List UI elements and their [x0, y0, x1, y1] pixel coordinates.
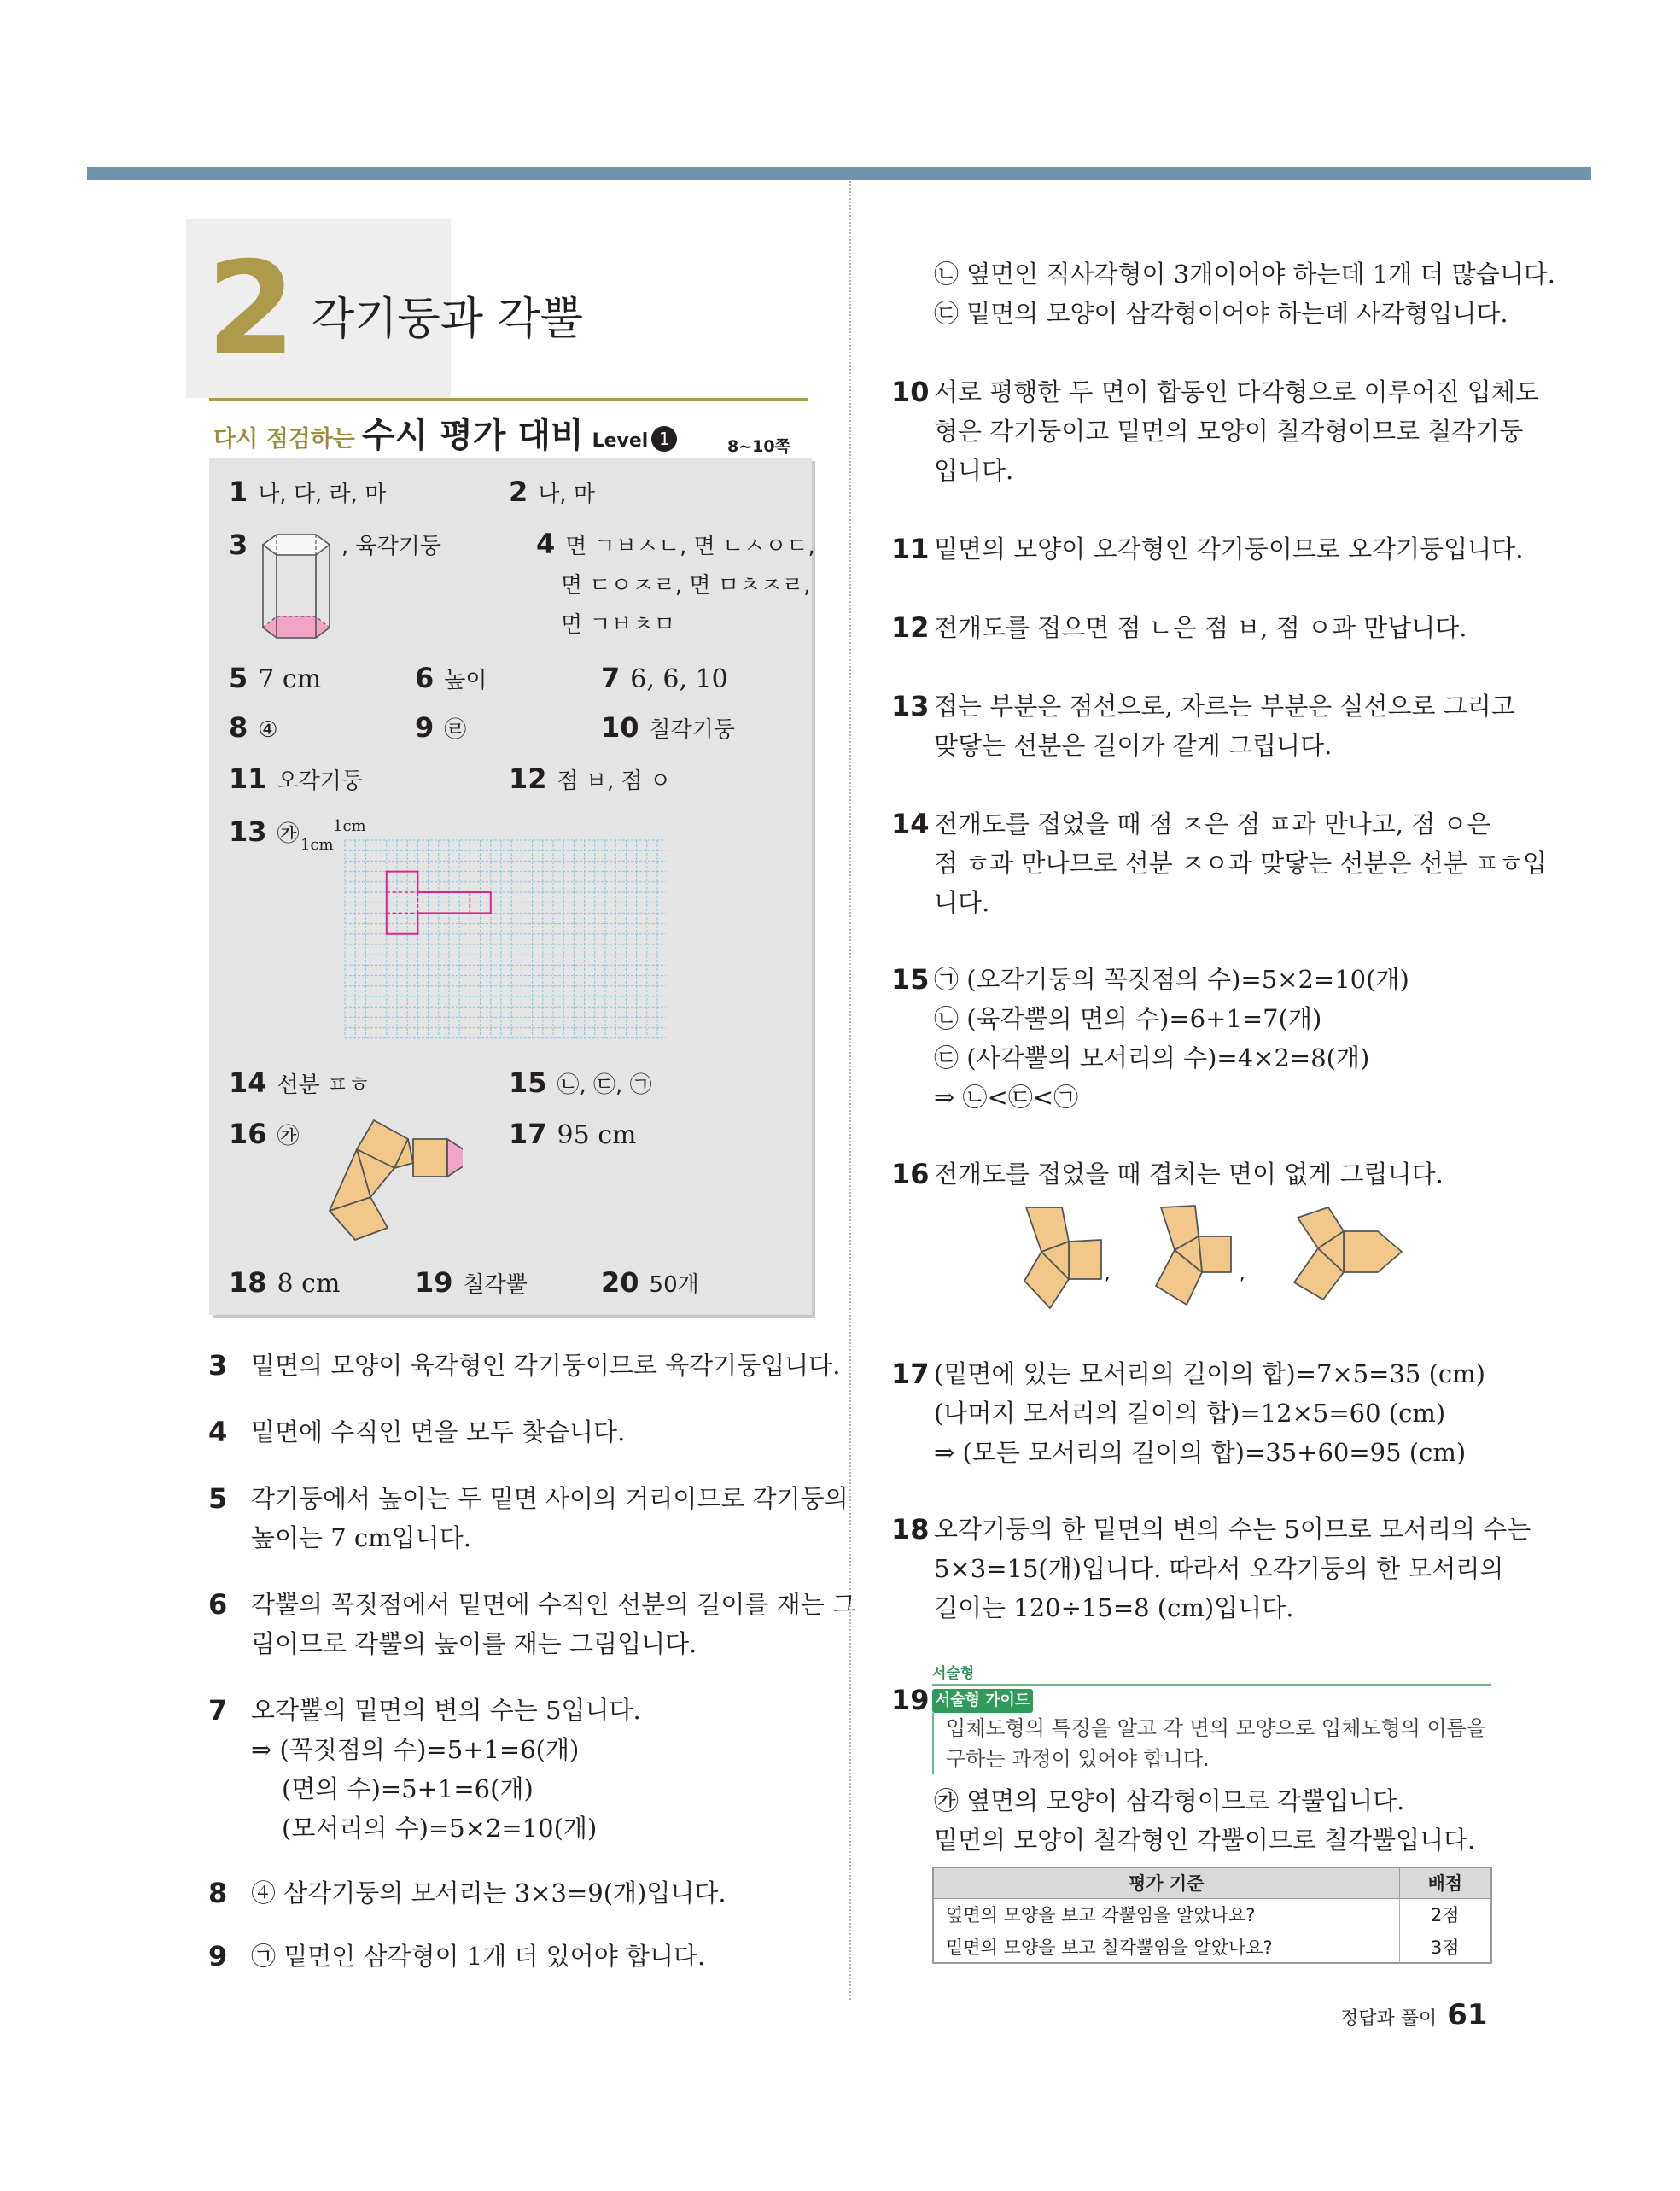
explanation-line: 입니다.	[934, 456, 1014, 485]
explanation-7	[208, 1691, 641, 1848]
unit-label-left	[300, 837, 334, 854]
table-header-row	[933, 1867, 1491, 1898]
answer-text: 나, 마	[538, 482, 596, 507]
footer-label: 정답과 풀이	[1340, 2008, 1438, 2030]
answer-18	[229, 1265, 340, 1301]
explanation-number: 4	[208, 1416, 228, 1448]
answer-7	[601, 661, 728, 697]
answer-number: 13	[229, 815, 267, 848]
answer-text: 면 ㄱㅂㅊㅁ	[561, 612, 675, 638]
explanation-line: 높이는 7 cm입니다.	[251, 1523, 471, 1552]
explanation-line: (밑면에 있는 모서리의 길이의 합)=7×5=35 (cm)	[934, 1359, 1485, 1388]
explanation-number: 5	[208, 1482, 228, 1515]
triangular-pyramid-net-figure	[295, 1115, 463, 1242]
answer-text: 점 ㅂ, 점 ㅇ	[557, 768, 672, 794]
answer-text: ㉮	[277, 1124, 300, 1149]
explanation-number: 16	[891, 1158, 930, 1190]
explanation-12	[891, 608, 1467, 647]
answer-text: 칠각기둥	[649, 717, 735, 743]
answer-number: 18	[229, 1266, 267, 1299]
answer-5	[229, 661, 321, 697]
answer-12	[509, 762, 671, 798]
answer-number: 19	[415, 1266, 453, 1299]
pyramid-nets-figure	[1016, 1201, 1409, 1312]
answer-number: 11	[229, 762, 267, 795]
answer-number: 7	[601, 662, 621, 694]
explanation-line: 각뿔의 꼭짓점에서 밑면에 수직인 선분의 길이를 재는 그	[251, 1590, 856, 1619]
explanation-line: 점 ㅎ과 만나므로 선분 ㅈㅇ과 맞닿는 선분은 선분 ㅍㅎ입	[934, 849, 1548, 878]
answer-14	[229, 1066, 370, 1102]
table-cell-points: 3점	[1399, 1931, 1491, 1963]
answer-number: 1	[229, 476, 248, 508]
section-heading	[213, 408, 677, 457]
explanation-number: 8	[208, 1877, 228, 1909]
explanation-line: ④ 삼각기둥의 모서리는 3×3=9(개)입니다.	[251, 1878, 726, 1908]
answer-text: 95 cm	[557, 1120, 637, 1150]
guide-tag: 서술형 가이드	[932, 1689, 1033, 1713]
explanation-line: 오각뿔의 밑면의 변의 수는 5입니다.	[251, 1696, 641, 1725]
answer-text: ④	[258, 717, 278, 743]
page-footer	[1340, 1998, 1488, 2032]
answer-6	[415, 661, 487, 698]
answer-13	[229, 815, 300, 851]
answer-number: 16	[229, 1118, 267, 1150]
page-number: 61	[1447, 1998, 1488, 2032]
explanation-number: 9	[208, 1940, 228, 1972]
answer-text: ㉮	[277, 821, 300, 847]
explanation-9	[208, 1937, 705, 1976]
explanation-line: 밑면의 모양이 육각형인 각기둥이므로 육각기둥입니다.	[251, 1351, 841, 1380]
guide-text	[932, 1713, 1491, 1774]
unit-label-top	[333, 818, 366, 835]
explanation-5	[208, 1479, 849, 1557]
explanation-line: 림이므로 각뿔의 높이를 재는 그림입니다.	[251, 1629, 697, 1658]
answer-number: 5	[229, 662, 248, 694]
explanation-line: 밑면의 모양이 칠각형인 각뿔이므로 칠각뿔입니다.	[934, 1826, 1476, 1855]
answer-number: 17	[509, 1118, 547, 1150]
hexagonal-prism-figure	[254, 528, 340, 640]
guide-line: 입체도형의 특징을 알고 각 면의 모양으로 입체도형의 이름을	[946, 1716, 1487, 1740]
explanation-line: ⇒ (모든 모서리의 길이의 합)=35+60=95 (cm)	[934, 1438, 1467, 1467]
svg-text:,: ,	[1105, 1263, 1111, 1283]
answer-15	[509, 1066, 652, 1102]
table-cell-criteria: 옆면의 모양을 보고 각뿔임을 알았나요?	[933, 1898, 1399, 1931]
explanation-line: 길이는 120÷15=8 (cm)입니다.	[934, 1593, 1294, 1622]
descriptive-type-label: 서술형	[932, 1665, 975, 1682]
explanation-11	[891, 529, 1523, 569]
explanation-number: 11	[891, 533, 930, 565]
table-cell-points: 2점	[1399, 1898, 1491, 1931]
explanation-line: ㉢ 밑면의 모양이 삼각형이어야 하는데 사각형입니다.	[934, 299, 1508, 328]
answer-8	[229, 710, 278, 747]
answer-text: 1cm	[300, 836, 334, 854]
svg-text:,: ,	[1240, 1263, 1245, 1283]
level-number-badge: 1	[651, 426, 677, 452]
explanation-line: 오각기둥의 한 밑면의 변의 수는 5이므로 모서리의 수는	[934, 1515, 1531, 1544]
explanation-line: 5×3=15(개)입니다. 따라서 오각기둥의 한 모서리의	[934, 1554, 1504, 1583]
answer-text: 6, 6, 10	[630, 664, 728, 694]
explanation-4	[208, 1412, 625, 1452]
answer-text: 오각기둥	[277, 768, 363, 794]
answer-number: 15	[509, 1066, 547, 1099]
answer-text: ㉡, ㉢, ㉠	[557, 1072, 652, 1098]
explanation-line: 맞닿는 선분은 길이가 같게 그립니다.	[934, 731, 1333, 760]
explanation-number: 14	[891, 808, 930, 840]
scoring-table	[932, 1867, 1492, 1964]
explanation-line: 접는 부분은 점선으로, 자르는 부분은 실선으로 그리고	[934, 692, 1515, 721]
explanation-line: ㉡ 옆면인 직사각형이 3개이어야 하는데 1개 더 많습니다.	[934, 260, 1555, 289]
answer-text: 높이	[444, 668, 487, 693]
explanation-line: ⇒ ㉡<㉢<㉠	[934, 1083, 1079, 1112]
answer-text: 선분 ㅍㅎ	[277, 1072, 370, 1098]
explanation-number: 13	[891, 690, 930, 722]
answer-text: 50개	[649, 1272, 699, 1298]
explanation-line: ⇒ (꼭짓점의 수)=5+1=6(개)	[251, 1735, 580, 1764]
answer-text: 칠각뿔	[463, 1272, 528, 1298]
guide-rule	[932, 1684, 1491, 1686]
answer-number: 14	[229, 1066, 267, 1099]
explanation-number: 19	[891, 1684, 930, 1716]
explanation-line: (모서리의 수)=5×2=10(개)	[282, 1814, 598, 1843]
explanation-line: ㉡ (육각뿔의 면의 수)=6+1=7(개)	[934, 1004, 1322, 1033]
explanation-line: ㉢ (사각뿔의 모서리의 수)=4×2=8(개)	[934, 1043, 1370, 1072]
answer-number: 9	[415, 711, 435, 744]
explanation-number: 10	[891, 376, 930, 408]
explanation-number: 12	[891, 611, 930, 644]
explanation-number: 3	[208, 1349, 228, 1382]
answer-number: 12	[509, 762, 547, 795]
explanation-line: 서로 평행한 두 면이 합동인 다각형으로 이루어진 입체도	[934, 377, 1539, 406]
answer-number: 3	[229, 529, 248, 561]
explanation-line: ㉮ 옆면의 모양이 삼각형이므로 각뿔입니다.	[934, 1786, 1405, 1815]
page-range: 8~10쪽	[727, 437, 790, 456]
table-row	[933, 1898, 1491, 1931]
answer-2	[509, 475, 595, 511]
explanation-line: 전개도를 접었을 때 점 ㅈ은 점 ㅍ과 만나고, 점 ㅇ은	[934, 809, 1491, 838]
explanation-14	[891, 804, 1547, 922]
explanation-15	[891, 960, 1409, 1117]
explanation-number: 17	[891, 1358, 930, 1390]
explanation-8	[208, 1873, 726, 1913]
explanation-line: 밑면의 모양이 오각형인 각기둥이므로 오각기둥입니다.	[934, 535, 1524, 564]
explanation-line: 전개도를 접었을 때 겹치는 면이 없게 그립니다.	[934, 1160, 1444, 1189]
table-row	[933, 1931, 1491, 1963]
section-prefix: 다시 점검하는	[213, 426, 355, 453]
answer-number: 20	[601, 1266, 639, 1299]
explanation-line: 형은 각기둥이고 밑면의 모양이 칠각형이므로 칠각기둥	[934, 417, 1524, 446]
top-accent-bar	[87, 167, 1591, 180]
explanation-17	[891, 1354, 1485, 1472]
answer-1	[229, 475, 386, 511]
answer-text: 면 ㄱㅂㅅㄴ, 면 ㄴㅅㅇㄷ,	[565, 534, 815, 559]
answer-9	[415, 710, 466, 747]
answer-20	[601, 1265, 699, 1302]
explanation-line: (나머지 모서리의 길이의 합)=12×5=60 (cm)	[934, 1399, 1446, 1428]
answer-17	[509, 1117, 637, 1153]
answer-text: 7 cm	[258, 664, 322, 694]
answer-number: 10	[601, 711, 639, 744]
answer-text: 면 ㄷㅇㅈㄹ, 면 ㅁㅊㅈㄹ,	[561, 573, 811, 599]
explanation-number: 7	[208, 1694, 228, 1727]
chapter-number: 2	[207, 235, 296, 383]
explanation-13	[891, 687, 1515, 765]
level-label: Level	[592, 430, 649, 452]
table-cell-criteria: 밑면의 모양을 보고 칠각뿔임을 알았나요?	[933, 1931, 1399, 1963]
answer-text: 8 cm	[277, 1269, 341, 1299]
answer-text: ㉣	[444, 717, 467, 743]
question-19-answer	[891, 1781, 1475, 1860]
explanation-line: 니다.	[934, 888, 990, 917]
answer-number: 2	[509, 476, 528, 508]
explanation-line: ㉠ 밑면인 삼각형이 1개 더 있어야 합니다.	[251, 1942, 706, 1971]
guide-line: 구하는 과정이 있어야 합니다.	[946, 1747, 1210, 1771]
answer-4	[536, 524, 815, 645]
explanation-10	[891, 372, 1539, 490]
section-title: 수시 평가 대비	[361, 416, 584, 455]
answer-10	[601, 710, 735, 747]
explanation-16	[891, 1154, 1444, 1194]
explanation-line: 밑면에 수직인 면을 모두 찾습니다.	[251, 1417, 626, 1446]
answer-text: , 육각기둥	[341, 534, 441, 559]
explanation-9-continued	[891, 254, 1555, 333]
explanation-number: 15	[891, 963, 930, 996]
answer-number: 4	[536, 528, 556, 560]
explanation-line: ㉠ (오각기둥의 꼭짓점의 수)=5×2=10(개)	[934, 965, 1409, 994]
answer-text: 1cm	[333, 817, 366, 835]
explanation-3	[208, 1346, 840, 1385]
explanation-number: 18	[891, 1513, 930, 1545]
explanation-line: 전개도를 접으면 점 ㄴ은 점 ㅂ, 점 ㅇ과 만납니다.	[934, 613, 1467, 642]
explanation-line: (면의 수)=5+1=6(개)	[282, 1774, 534, 1803]
answer-11	[229, 762, 363, 798]
table-header-points: 배점	[1399, 1867, 1491, 1898]
answer-number: 6	[415, 662, 435, 694]
answer-number: 8	[229, 711, 248, 744]
answer-19	[415, 1265, 528, 1302]
column-divider	[849, 181, 851, 2000]
header-rule	[209, 398, 808, 401]
explanation-6	[208, 1585, 856, 1663]
table-header-criteria: 평가 기준	[933, 1867, 1399, 1898]
answer-16	[229, 1117, 300, 1154]
explanation-line: 각기둥에서 높이는 두 밑면 사이의 거리이므로 각기둥의	[251, 1484, 849, 1513]
explanation-number: 6	[208, 1588, 228, 1621]
explanation-18	[891, 1510, 1531, 1627]
answer-3-text	[341, 528, 441, 564]
net-grid-figure	[343, 838, 666, 1042]
answer-text: 나, 다, 라, 마	[258, 482, 387, 507]
chapter-title: 각기둥과 각뿔	[312, 294, 583, 345]
